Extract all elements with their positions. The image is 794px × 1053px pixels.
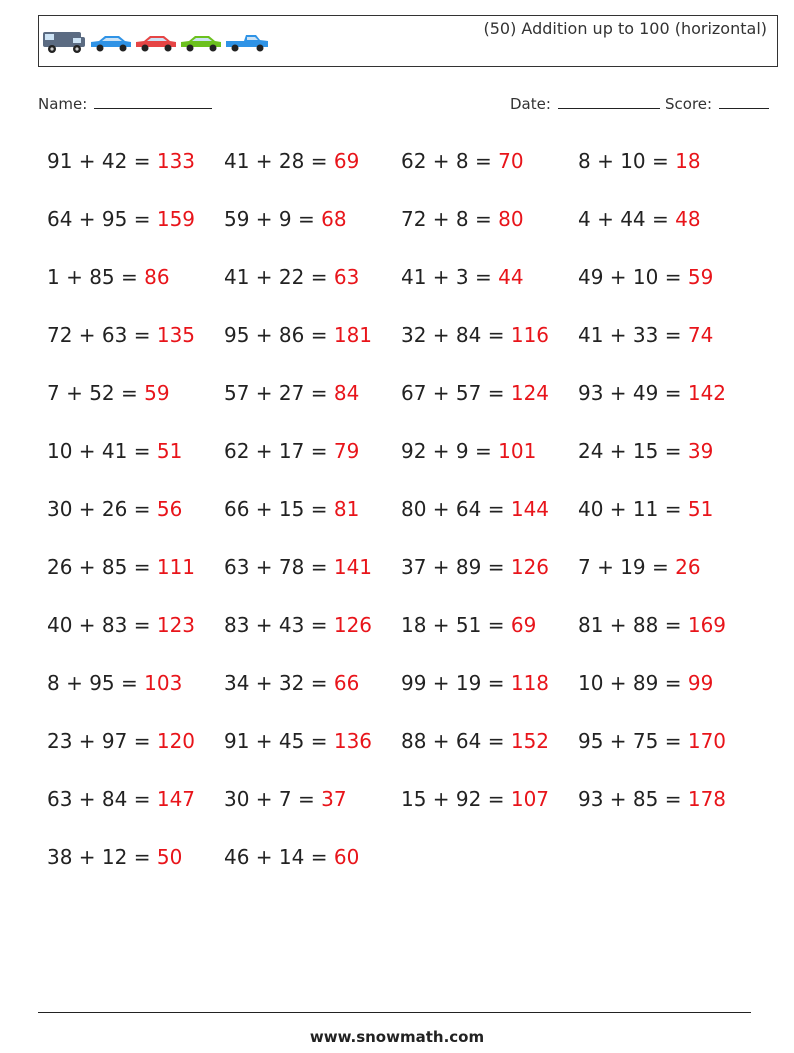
problem-answer: 141 — [333, 555, 373, 579]
problem-item — [401, 201, 578, 259]
problem-answer: 169 — [687, 613, 727, 637]
problem-expression: 34 + 32 = — [224, 671, 328, 695]
problem-expression: 66 + 15 = — [224, 497, 328, 521]
problem-answer: 50 — [156, 845, 183, 869]
problem-answer: 170 — [687, 729, 727, 753]
problem-answer: 126 — [333, 613, 373, 637]
problem-answer: 147 — [156, 787, 196, 811]
problem-answer: 26 — [675, 555, 701, 579]
problem-item — [578, 259, 755, 317]
problem-answer: 136 — [333, 729, 373, 753]
problem-item — [47, 491, 224, 549]
problem-answer: 59 — [687, 265, 714, 289]
problem-item — [224, 317, 401, 375]
problem-item — [578, 375, 755, 433]
problem-item — [47, 201, 224, 259]
problem-expression: 46 + 14 = — [224, 845, 328, 869]
footer-url: www.snowmath.com — [309, 1028, 485, 1046]
problem-item — [224, 491, 401, 549]
car-icon — [136, 36, 176, 52]
problem-expression: 18 + 51 = — [401, 613, 505, 637]
problem-expression: 30 + 26 = — [47, 497, 151, 521]
problem-expression: 64 + 95 = — [47, 207, 151, 231]
problem-answer: 37 — [321, 787, 347, 811]
problem-expression: 95 + 75 = — [578, 729, 682, 753]
problem-answer: 135 — [156, 323, 196, 347]
problem-answer: 120 — [156, 729, 196, 753]
problem-expression: 37 + 89 = — [401, 555, 505, 579]
problem-item — [401, 607, 578, 665]
problem-expression: 59 + 9 = — [224, 207, 315, 231]
problem-expression: 72 + 8 = — [401, 207, 492, 231]
problem-answer: 124 — [510, 381, 550, 405]
name-field — [38, 94, 212, 113]
problem-answer: 103 — [144, 671, 183, 695]
problem-expression: 91 + 42 = — [47, 149, 151, 173]
problem-item — [47, 781, 224, 839]
problem-answer: 59 — [144, 381, 170, 405]
problem-item — [401, 259, 578, 317]
problem-answer: 181 — [333, 323, 373, 347]
problem-answer: 69 — [333, 149, 360, 173]
problem-answer: 74 — [687, 323, 714, 347]
problem-item — [224, 201, 401, 259]
problem-item — [47, 549, 224, 607]
problem-expression: 93 + 49 = — [578, 381, 682, 405]
problem-expression: 7 + 19 = — [578, 555, 669, 579]
problem-expression: 8 + 10 = — [578, 149, 669, 173]
problem-expression: 7 + 52 = — [47, 381, 138, 405]
problem-expression: 92 + 9 = — [401, 439, 492, 463]
problem-item — [401, 781, 578, 839]
problem-item — [578, 433, 755, 491]
problem-expression: 23 + 97 = — [47, 729, 151, 753]
problem-item — [578, 201, 755, 259]
problem-item — [578, 607, 755, 665]
problem-answer: 152 — [510, 729, 550, 753]
problem-answer: 66 — [333, 671, 360, 695]
problem-item — [47, 665, 224, 723]
problem-expression: 72 + 63 = — [47, 323, 151, 347]
date-blank[interactable] — [558, 94, 660, 109]
problem-expression: 67 + 57 = — [401, 381, 505, 405]
problem-expression: 93 + 85 = — [578, 787, 682, 811]
worksheet-title: (50) Addition up to 100 (horizontal) — [483, 19, 767, 38]
date-label: Date: — [510, 95, 551, 113]
problem-expression: 57 + 27 = — [224, 381, 328, 405]
van-icon — [43, 32, 85, 53]
problem-item — [578, 665, 755, 723]
problem-item — [224, 433, 401, 491]
problem-item — [224, 839, 401, 897]
problem-item — [224, 259, 401, 317]
problem-answer: 118 — [510, 671, 550, 695]
problem-answer: 101 — [498, 439, 537, 463]
problem-answer: 123 — [156, 613, 196, 637]
date-field — [510, 94, 660, 113]
problem-item — [47, 723, 224, 781]
problem-item — [224, 375, 401, 433]
pickup-truck-icon — [226, 35, 268, 52]
problem-expression: 10 + 89 = — [578, 671, 682, 695]
score-blank[interactable] — [719, 94, 769, 109]
problem-item — [224, 781, 401, 839]
problem-expression: 41 + 33 = — [578, 323, 682, 347]
worksheet-header — [38, 15, 778, 67]
name-label: Name: — [38, 95, 88, 113]
problem-expression: 63 + 78 = — [224, 555, 328, 579]
problem-answer: 81 — [333, 497, 360, 521]
problem-item — [224, 723, 401, 781]
problem-answer: 86 — [144, 265, 170, 289]
problem-answer: 56 — [156, 497, 183, 521]
problem-item — [401, 375, 578, 433]
problem-answer: 70 — [498, 149, 524, 173]
problem-answer: 144 — [510, 497, 550, 521]
problem-answer: 60 — [333, 845, 360, 869]
problem-answer: 79 — [333, 439, 360, 463]
problem-expression: 99 + 19 = — [401, 671, 505, 695]
problem-item — [224, 143, 401, 201]
problem-expression: 38 + 12 = — [47, 845, 151, 869]
problem-item — [224, 549, 401, 607]
problem-item — [578, 143, 755, 201]
problem-expression: 62 + 8 = — [401, 149, 492, 173]
problem-item — [401, 723, 578, 781]
problem-item — [47, 259, 224, 317]
problem-expression: 41 + 28 = — [224, 149, 328, 173]
problem-item — [578, 317, 755, 375]
problem-answer: 68 — [321, 207, 347, 231]
problem-item — [401, 317, 578, 375]
problem-expression: 88 + 64 = — [401, 729, 505, 753]
problem-expression: 83 + 43 = — [224, 613, 328, 637]
problem-answer: 133 — [156, 149, 196, 173]
problem-item — [224, 607, 401, 665]
problem-expression: 91 + 45 = — [224, 729, 328, 753]
problem-answer: 142 — [687, 381, 727, 405]
footer-divider — [38, 1012, 751, 1013]
problem-expression: 95 + 86 = — [224, 323, 328, 347]
problem-item — [401, 665, 578, 723]
problem-expression: 15 + 92 = — [401, 787, 505, 811]
problem-expression: 49 + 10 = — [578, 265, 682, 289]
problem-answer: 111 — [156, 555, 196, 579]
problem-item — [47, 839, 224, 897]
problem-answer: 51 — [156, 439, 183, 463]
problem-expression: 40 + 11 = — [578, 497, 682, 521]
problem-item — [401, 549, 578, 607]
problem-answer: 80 — [498, 207, 524, 231]
problem-expression: 4 + 44 = — [578, 207, 669, 231]
problem-expression: 32 + 84 = — [401, 323, 505, 347]
problem-answer: 126 — [510, 555, 550, 579]
problem-expression: 1 + 85 = — [47, 265, 138, 289]
problem-answer: 116 — [510, 323, 550, 347]
car-icon — [91, 36, 131, 52]
problem-expression: 62 + 17 = — [224, 439, 328, 463]
problem-expression: 81 + 88 = — [578, 613, 682, 637]
score-label: Score: — [665, 95, 713, 113]
problem-expression: 80 + 64 = — [401, 497, 505, 521]
problem-answer: 159 — [156, 207, 196, 231]
problem-expression: 41 + 3 = — [401, 265, 492, 289]
problem-item — [47, 433, 224, 491]
problem-answer: 63 — [333, 265, 360, 289]
problem-item — [401, 433, 578, 491]
vehicle-banner — [42, 28, 272, 54]
problem-item — [47, 375, 224, 433]
problem-item — [401, 491, 578, 549]
problem-expression: 26 + 85 = — [47, 555, 151, 579]
problem-expression: 24 + 15 = — [578, 439, 682, 463]
problem-expression: 40 + 83 = — [47, 613, 151, 637]
problem-item — [47, 607, 224, 665]
car-icon — [181, 36, 221, 52]
problem-answer: 48 — [675, 207, 701, 231]
problem-answer: 18 — [675, 149, 701, 173]
problem-answer: 84 — [333, 381, 360, 405]
problem-item — [224, 665, 401, 723]
problem-expression: 63 + 84 = — [47, 787, 151, 811]
problem-answer: 99 — [687, 671, 714, 695]
problem-item — [578, 549, 755, 607]
problem-expression: 30 + 7 = — [224, 787, 315, 811]
problem-item — [578, 781, 755, 839]
problem-answer: 107 — [510, 787, 550, 811]
problem-item — [47, 143, 224, 201]
problem-item — [47, 317, 224, 375]
problem-answer: 51 — [687, 497, 714, 521]
problem-item — [578, 491, 755, 549]
problem-answer: 178 — [687, 787, 727, 811]
problem-answer: 39 — [687, 439, 714, 463]
name-blank[interactable] — [94, 94, 212, 109]
problem-item — [578, 723, 755, 781]
problem-item — [401, 143, 578, 201]
score-field — [665, 94, 769, 113]
problem-answer: 69 — [510, 613, 537, 637]
problem-expression: 41 + 22 = — [224, 265, 328, 289]
problem-expression: 8 + 95 = — [47, 671, 138, 695]
problem-answer: 44 — [498, 265, 524, 289]
problem-expression: 10 + 41 = — [47, 439, 151, 463]
problem-grid — [47, 143, 757, 897]
